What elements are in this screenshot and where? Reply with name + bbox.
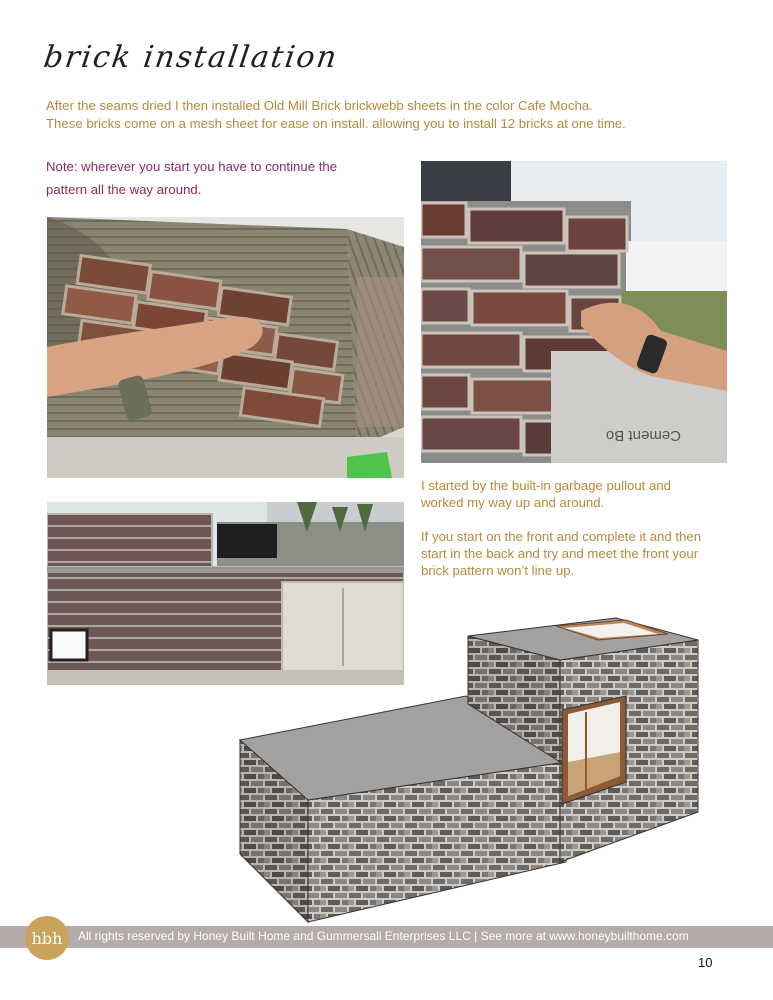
- side-paragraph: [421, 477, 741, 511]
- intro-line: These bricks come on a mesh sheet for ease on install. allowing you to install 12 bricks at one time.: [46, 116, 626, 131]
- page-title: brick installation: [41, 40, 341, 75]
- brand-logo: hbh: [25, 916, 69, 960]
- page-number: 10: [698, 955, 713, 970]
- side-line: start in the back and try and meet the front your: [421, 546, 699, 561]
- pattern-note: [46, 155, 376, 201]
- intro-line: After the seams dried I then installed Old Mill Brick brickwebb sheets in the color Cafe Mocha.: [46, 98, 593, 113]
- side-line: I started by the built-in garbage pullout and: [421, 478, 671, 493]
- intro-text: [46, 97, 746, 133]
- photo-brick-side-wall: [421, 161, 727, 463]
- footer-copyright: All rights reserved by Honey Built Home and Gummersall Enterprises LLC | See more at www.honeybuilthome.com: [78, 929, 689, 943]
- side-line: If you start on the front and complete it and then: [421, 529, 702, 544]
- cement-board-print: Cement Bo: [605, 427, 681, 444]
- side-text: [421, 477, 741, 596]
- side-paragraph: [421, 528, 741, 579]
- photo-brick-sheet-corner: [47, 217, 404, 478]
- island-3d-rendering: [236, 612, 706, 924]
- side-line: brick pattern won’t line up.: [421, 563, 575, 578]
- note-line: Note: wherever you start you have to continue the: [46, 159, 338, 174]
- side-line: worked my way up and around.: [421, 495, 605, 510]
- note-line: pattern all the way around.: [46, 182, 202, 197]
